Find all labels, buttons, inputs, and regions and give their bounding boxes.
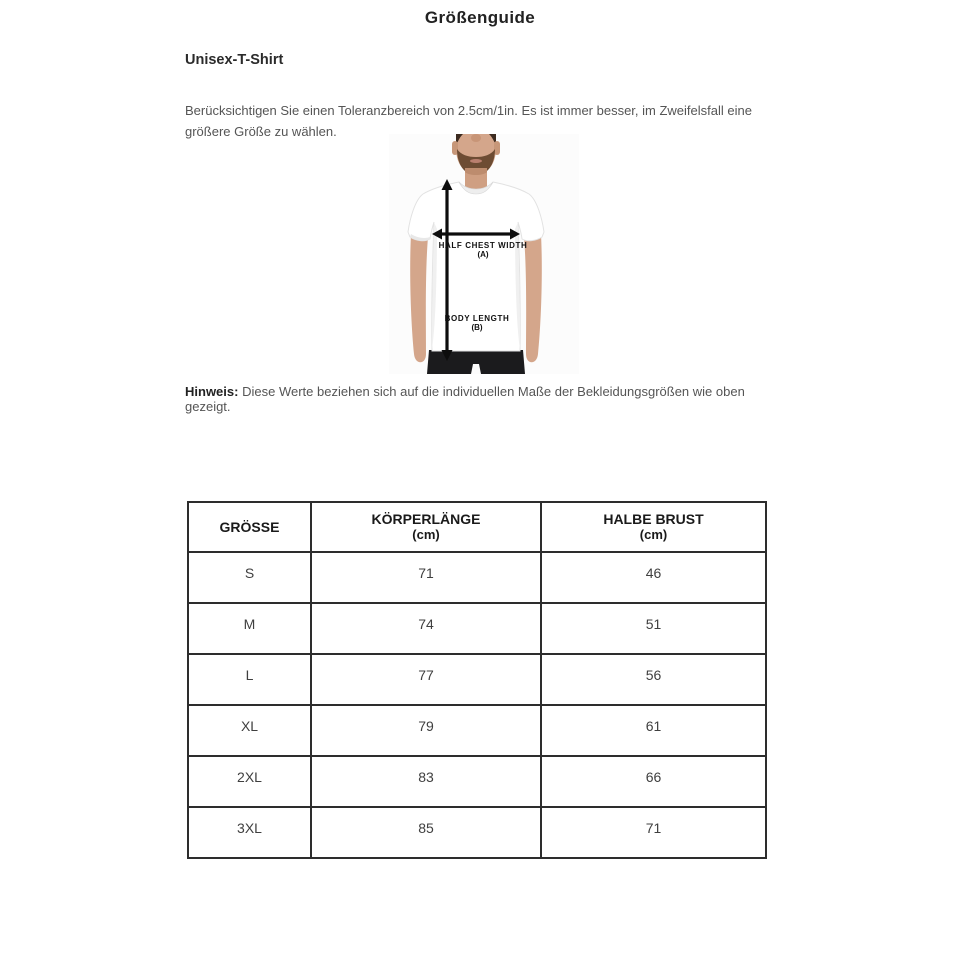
half-chest-arrow	[439, 232, 513, 235]
half-chest-cell: 61	[541, 705, 766, 756]
column-header-half-chest-unit: (cm)	[639, 527, 668, 542]
hint-label: Hinweis:	[185, 384, 239, 399]
hint-note	[185, 384, 770, 414]
size-cell: M	[188, 603, 311, 654]
tshirt-measurement-illustration	[389, 134, 579, 374]
hint-text: Diese Werte beziehen sich auf die individuellen Maße der Bekleidungsgrößen wie oben gezeigt.	[185, 384, 745, 414]
column-header-body-length	[311, 502, 541, 552]
body-length-cell: 79	[311, 705, 541, 756]
tshirt-measurement-photo	[389, 134, 579, 374]
table-row-3xl	[188, 807, 766, 858]
size-guide-content	[185, 52, 770, 859]
size-cell: S	[188, 552, 311, 603]
size-table	[187, 501, 767, 859]
half-chest-label: HALF CHEST WIDTH	[438, 241, 527, 250]
tolerance-note: Berücksichtigen Sie einen Toleranzbereich von 2.5cm/1in. Es ist immer besser, im Zweifelsfall eine größere Größe zu wählen.	[185, 103, 752, 139]
body-length-cell: 83	[311, 756, 541, 807]
half-chest-cell: 56	[541, 654, 766, 705]
half-chest-cell: 66	[541, 756, 766, 807]
half-chest-cell: 71	[541, 807, 766, 858]
column-header-body-length-unit: (cm)	[412, 527, 440, 542]
size-cell: 3XL	[188, 807, 311, 858]
body-length-arrow	[445, 189, 448, 351]
column-header-half-chest-label: HALBE BRUST	[603, 511, 704, 527]
half-chest-cell: 46	[541, 552, 766, 603]
column-header-body-length-label: KÖRPERLÄNGE	[371, 511, 481, 527]
body-length-cell: 71	[311, 552, 541, 603]
size-guide-page	[0, 8, 960, 960]
size-cell: XL	[188, 705, 311, 756]
column-header-size-label: GRÖSSE	[219, 519, 280, 535]
column-header-half-chest	[541, 502, 766, 552]
body-length-key: (B)	[470, 323, 483, 332]
table-row-xl	[188, 705, 766, 756]
body-length-cell: 77	[311, 654, 541, 705]
size-cell: L	[188, 654, 311, 705]
half-chest-cell: 51	[541, 603, 766, 654]
table-row-2xl	[188, 756, 766, 807]
body-length-cell: 74	[311, 603, 541, 654]
table-row-s	[188, 552, 766, 603]
size-cell: 2XL	[188, 756, 311, 807]
product-name: Unisex-T-Shirt	[185, 52, 284, 68]
table-row-m	[188, 603, 766, 654]
column-header-size	[188, 502, 311, 552]
page-title: Größenguide	[424, 8, 536, 27]
body-length-label: BODY LENGTH	[444, 314, 509, 323]
half-chest-key: (A)	[476, 250, 489, 259]
table-row-l	[188, 654, 766, 705]
body-length-cell: 85	[311, 807, 541, 858]
size-table-header-row	[188, 502, 766, 552]
